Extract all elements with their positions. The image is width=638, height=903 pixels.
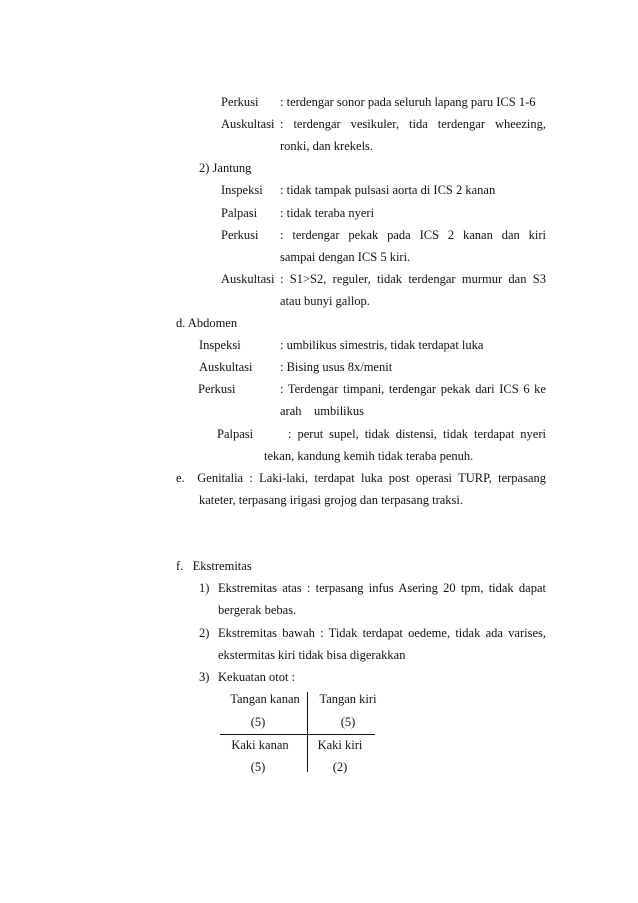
- kaki-kiri-label: Kaki kiri: [317, 738, 363, 752]
- jantung-heading: 2) Jantung: [199, 161, 252, 175]
- paru-auskultasi-label: Auskultasi: [221, 117, 275, 131]
- jantung-auskultasi-label: Auskultasi: [221, 272, 275, 286]
- abdomen-inspeksi-value: : umbilikus simestris, tidak terdapat luka: [280, 338, 484, 352]
- abdomen-palpasi-value: : perut supel, tidak distensi, tidak terdapat nyeri: [288, 427, 546, 441]
- jantung-perkusi-value: : terdengar pekak pada ICS 2 kanan dan kiri: [280, 228, 546, 242]
- jantung-perkusi-value-cont: sampai dengan ICS 5 kiri.: [280, 250, 411, 264]
- abdomen-palpasi-label: Palpasi: [217, 427, 254, 441]
- kekuatan-otot-label: Kekuatan otot :: [218, 670, 296, 684]
- jantung-perkusi-label: Perkusi: [221, 228, 259, 242]
- ekstremitas-atas-text: Ekstremitas atas : terpasang infus Asering 20 tpm, tidak dapat: [218, 581, 546, 595]
- ekstremitas-heading: f. Ekstremitas: [176, 559, 252, 573]
- abdomen-inspeksi-label: Inspeksi: [199, 338, 241, 352]
- ekstremitas-bawah-text: Ekstremitas bawah : Tidak terdapat oedeme, tidak ada varises,: [218, 626, 546, 640]
- jantung-auskultasi-value: : S1>S2, reguler, tidak terdengar murmur dan S3: [280, 272, 546, 286]
- abdomen-auskultasi-value: : Bising usus 8x/menit: [280, 360, 393, 374]
- genitalia-text-cont: kateter, terpasang irigasi grojog dan terpasang traksi.: [199, 493, 463, 507]
- paru-auskultasi-value: : terdengar vesikuler, tida terdengar wheezing,: [280, 117, 546, 131]
- genitalia-text: e. Genitalia : Laki-laki, terdapat luka post operasi TURP, terpasang: [176, 471, 546, 485]
- abdomen-auskultasi-label: Auskultasi: [199, 360, 253, 374]
- tangan-kanan-label: Tangan kanan: [230, 692, 300, 706]
- abdomen-palpasi-value-cont: tekan, kandung kemih tidak teraba penuh.: [264, 449, 474, 463]
- ekstremitas-atas-number: 1): [199, 581, 210, 595]
- jantung-inspeksi-value: : tidak tampak pulsasi aorta di ICS 2 kanan: [280, 183, 496, 197]
- table-horizontal-divider: [220, 734, 375, 735]
- kaki-kanan-value: (5): [250, 760, 266, 774]
- abdomen-heading: d. Abdomen: [176, 316, 238, 330]
- tangan-kiri-label: Tangan kiri: [319, 692, 377, 706]
- ekstremitas-bawah-number: 2): [199, 626, 210, 640]
- paru-perkusi-value: : terdengar sonor pada seluruh lapang paru ICS 1-6: [280, 95, 536, 109]
- jantung-inspeksi-label: Inspeksi: [221, 183, 263, 197]
- paru-auskultasi-value-cont: ronki, dan krekels.: [280, 139, 374, 153]
- jantung-palpasi-value: : tidak teraba nyeri: [280, 206, 375, 220]
- abdomen-perkusi-value-cont: arah umbilikus: [280, 404, 365, 418]
- abdomen-perkusi-value: : Terdengar timpani, terdengar pekak dari ICS 6 ke: [280, 382, 546, 396]
- ekstremitas-atas-text-cont: bergerak bebas.: [218, 603, 297, 617]
- kaki-kanan-label: Kaki kanan: [231, 738, 289, 752]
- paru-perkusi-label: Perkusi: [221, 95, 259, 109]
- tangan-kiri-value: (5): [340, 715, 356, 729]
- kaki-kiri-value: (2): [332, 760, 348, 774]
- jantung-palpasi-label: Palpasi: [221, 206, 258, 220]
- tangan-kanan-value: (5): [250, 715, 266, 729]
- ekstremitas-bawah-text-cont: ekstermitas kiri tidak bisa digerakkan: [218, 648, 406, 662]
- kekuatan-otot-number: 3): [199, 670, 210, 684]
- jantung-auskultasi-value-cont: atau bunyi gallop.: [280, 294, 370, 308]
- abdomen-perkusi-label: Perkusi: [198, 382, 236, 396]
- table-vertical-divider: [307, 692, 308, 772]
